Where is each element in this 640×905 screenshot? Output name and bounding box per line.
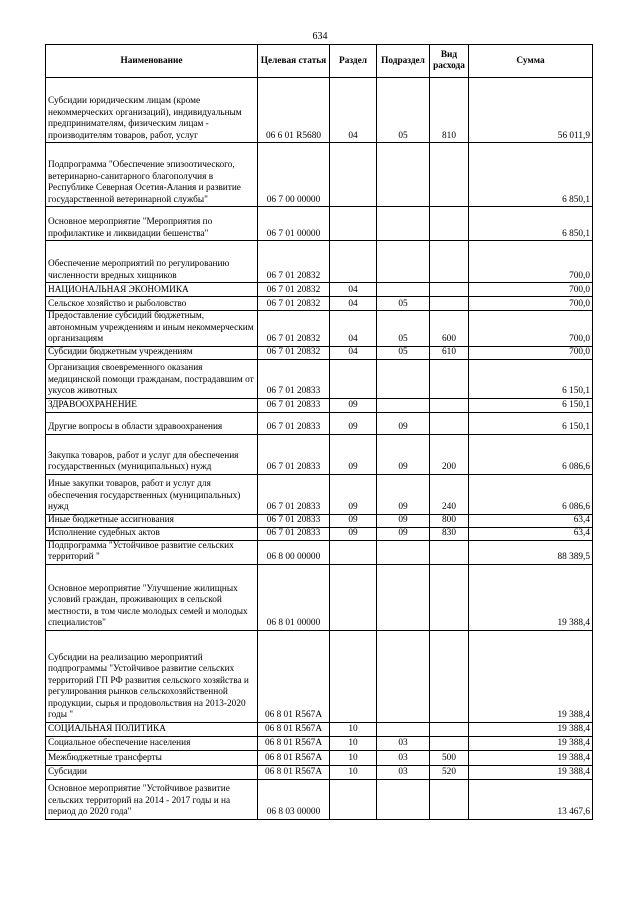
- cell-code: 06 7 01 20832: [258, 241, 330, 283]
- cell-type: [430, 540, 469, 564]
- cell-section: 04: [330, 297, 377, 311]
- table-row: [46, 564, 593, 630]
- cell-name: Субсидии на реализацию мероприятий подпрограммы "Устойчивое развитие сельских территорий ГП РФ развития сельского хозяйства и регулирования рынков сельскохозяйственной продукции, сырья и продовольствия на 2013-2020 годы ": [46, 630, 258, 722]
- cell-subsection: 09: [377, 527, 430, 540]
- cell-name: Организация своевременного оказания медицинской помощи гражданам, пострадавшим от укусов животных: [46, 359, 258, 398]
- header-section: Раздел: [330, 45, 377, 78]
- cell-type: [430, 564, 469, 630]
- cell-code: 06 7 01 00000: [258, 207, 330, 241]
- header-type: Вид расхода: [430, 45, 469, 78]
- table-row: [46, 722, 593, 736]
- table-row: [46, 434, 593, 474]
- cell-code: 06 7 01 20833: [258, 434, 330, 474]
- cell-sum: 700,0: [469, 311, 593, 347]
- cell-type: 500: [430, 750, 469, 765]
- table-row: [46, 540, 593, 564]
- cell-sum: 700,0: [469, 283, 593, 297]
- cell-type: 800: [430, 514, 469, 527]
- cell-code: 06 6 01 R5680: [258, 78, 330, 143]
- cell-sum: 88 389,5: [469, 540, 593, 564]
- cell-code: 06 8 03 00000: [258, 779, 330, 819]
- cell-type: 600: [430, 311, 469, 347]
- cell-type: [430, 722, 469, 736]
- table-row: [46, 143, 593, 207]
- header-name: Наименование: [46, 45, 258, 78]
- cell-name: Основное мероприятие "Устойчивое развитие сельских территорий на 2014 - 2017 годы и на период до 2020 года": [46, 779, 258, 819]
- cell-code: 06 8 01 R567A: [258, 630, 330, 722]
- cell-name: Обеспечение мероприятий по регулированию численности вредных хищников: [46, 241, 258, 283]
- cell-type: 200: [430, 434, 469, 474]
- cell-code: 06 7 01 20832: [258, 297, 330, 311]
- cell-sum: 63,4: [469, 514, 593, 527]
- cell-code: 06 7 01 20833: [258, 398, 330, 412]
- cell-type: 830: [430, 527, 469, 540]
- cell-type: [430, 359, 469, 398]
- cell-section: 09: [330, 434, 377, 474]
- header-subsection: Подраздел: [377, 45, 430, 78]
- cell-section: 10: [330, 765, 377, 779]
- cell-type: [430, 283, 469, 297]
- cell-code: 06 8 01 R567A: [258, 765, 330, 779]
- cell-section: [330, 241, 377, 283]
- cell-type: [430, 297, 469, 311]
- table-row: [46, 359, 593, 398]
- cell-type: [430, 143, 469, 207]
- cell-sum: 700,0: [469, 346, 593, 359]
- cell-subsection: 05: [377, 297, 430, 311]
- page-number: 634: [312, 31, 328, 42]
- table-row: [46, 241, 593, 283]
- cell-sum: 13 467,6: [469, 779, 593, 819]
- cell-section: 09: [330, 514, 377, 527]
- cell-type: [430, 736, 469, 750]
- cell-sum: 56 011,9: [469, 78, 593, 143]
- cell-name: Иные закупки товаров, работ и услуг для обеспечения государственных (муниципальных) нужд: [46, 474, 258, 514]
- cell-section: [330, 779, 377, 819]
- cell-type: [430, 779, 469, 819]
- cell-sum: 6 086,6: [469, 434, 593, 474]
- cell-sum: 19 388,4: [469, 630, 593, 722]
- cell-name: Другие вопросы в области здравоохранения: [46, 412, 258, 434]
- budget-table: [45, 44, 593, 820]
- cell-type: 240: [430, 474, 469, 514]
- cell-sum: 19 388,4: [469, 564, 593, 630]
- cell-name: Основное мероприятие "Улучшение жилищных условий граждан, проживающих в сельской местности, в том числе молодых семей и молодых специалистов": [46, 564, 258, 630]
- cell-section: 09: [330, 474, 377, 514]
- cell-type: [430, 630, 469, 722]
- cell-type: [430, 412, 469, 434]
- table-row: [46, 779, 593, 819]
- cell-subsection: 05: [377, 346, 430, 359]
- table-row: [46, 474, 593, 514]
- cell-name: ЗДРАВООХРАНЕНИЕ: [46, 398, 258, 412]
- cell-section: 09: [330, 398, 377, 412]
- cell-name: Субсидии юридическим лицам (кроме некоммерческих организаций), индивидуальным предпринимателям, физическим лицам - производителям товаров, работ, услуг: [46, 78, 258, 143]
- cell-section: 04: [330, 311, 377, 347]
- cell-subsection: [377, 241, 430, 283]
- cell-section: 04: [330, 78, 377, 143]
- cell-section: 10: [330, 750, 377, 765]
- cell-sum: 19 388,4: [469, 722, 593, 736]
- cell-sum: 19 388,4: [469, 736, 593, 750]
- table-row: [46, 412, 593, 434]
- cell-name: Социальное обеспечение населения: [46, 736, 258, 750]
- cell-section: 04: [330, 346, 377, 359]
- cell-subsection: [377, 283, 430, 297]
- cell-name: СОЦИАЛЬНАЯ ПОЛИТИКА: [46, 722, 258, 736]
- cell-subsection: 05: [377, 78, 430, 143]
- cell-section: [330, 359, 377, 398]
- cell-sum: 700,0: [469, 297, 593, 311]
- cell-subsection: 03: [377, 750, 430, 765]
- cell-name: Иные бюджетные ассигнования: [46, 514, 258, 527]
- cell-sum: 63,4: [469, 527, 593, 540]
- cell-name: Субсидии бюджетным учреждениям: [46, 346, 258, 359]
- cell-section: 09: [330, 527, 377, 540]
- cell-sum: 19 388,4: [469, 750, 593, 765]
- cell-name: Сельское хозяйство и рыболовство: [46, 297, 258, 311]
- cell-code: 06 7 00 00000: [258, 143, 330, 207]
- cell-subsection: 09: [377, 412, 430, 434]
- cell-code: 06 7 01 20832: [258, 346, 330, 359]
- cell-type: 520: [430, 765, 469, 779]
- cell-subsection: [377, 359, 430, 398]
- cell-subsection: [377, 722, 430, 736]
- cell-subsection: [377, 630, 430, 722]
- cell-name: Подпрограмма "Обеспечение эпизоотического, ветеринарно-санитарного благополучия в Республике Северная Осетия-Алания и развитие государственной ветеринарной службы": [46, 143, 258, 207]
- table-row: [46, 736, 593, 750]
- cell-subsection: 05: [377, 311, 430, 347]
- cell-name: Подпрограмма "Устойчивое развитие сельских территорий ": [46, 540, 258, 564]
- cell-sum: 6 150,1: [469, 359, 593, 398]
- cell-code: 06 7 01 20833: [258, 514, 330, 527]
- cell-section: [330, 207, 377, 241]
- cell-type: [430, 207, 469, 241]
- cell-section: 09: [330, 412, 377, 434]
- cell-subsection: 09: [377, 514, 430, 527]
- cell-code: 06 8 00 00000: [258, 540, 330, 564]
- table-row: [46, 78, 593, 143]
- cell-name: НАЦИОНАЛЬНАЯ ЭКОНОМИКА: [46, 283, 258, 297]
- table-row: [46, 398, 593, 412]
- cell-subsection: [377, 540, 430, 564]
- cell-subsection: 09: [377, 474, 430, 514]
- cell-name: Субсидии: [46, 765, 258, 779]
- cell-code: 06 7 01 20833: [258, 474, 330, 514]
- cell-section: [330, 143, 377, 207]
- cell-subsection: [377, 207, 430, 241]
- cell-sum: 6 150,1: [469, 398, 593, 412]
- cell-type: 810: [430, 78, 469, 143]
- cell-code: 06 8 01 R567A: [258, 750, 330, 765]
- cell-subsection: [377, 564, 430, 630]
- cell-sum: 6 850,1: [469, 207, 593, 241]
- table-row: [46, 514, 593, 527]
- cell-sum: 6 086,6: [469, 474, 593, 514]
- table-row: [46, 207, 593, 241]
- cell-subsection: 03: [377, 736, 430, 750]
- table-header-row: [46, 45, 593, 78]
- cell-section: [330, 564, 377, 630]
- header-sum: Сумма: [469, 45, 593, 78]
- cell-section: [330, 540, 377, 564]
- table-row: [46, 311, 593, 347]
- cell-code: 06 8 01 R567A: [258, 722, 330, 736]
- table-row: [46, 283, 593, 297]
- cell-section: 10: [330, 722, 377, 736]
- cell-code: 06 7 01 20832: [258, 283, 330, 297]
- cell-subsection: 03: [377, 765, 430, 779]
- cell-subsection: [377, 779, 430, 819]
- cell-name: Закупка товаров, работ и услуг для обеспечения государственных (муниципальных) нужд: [46, 434, 258, 474]
- cell-sum: 6 850,1: [469, 143, 593, 207]
- cell-type: [430, 398, 469, 412]
- table-row: [46, 750, 593, 765]
- cell-sum: 19 388,4: [469, 765, 593, 779]
- cell-code: 06 7 01 20833: [258, 527, 330, 540]
- cell-sum: 6 150,1: [469, 412, 593, 434]
- cell-name: Исполнение судебных актов: [46, 527, 258, 540]
- cell-subsection: [377, 398, 430, 412]
- table-row: [46, 630, 593, 722]
- cell-type: [430, 241, 469, 283]
- cell-code: 06 8 01 R567A: [258, 736, 330, 750]
- cell-code: 06 7 01 20833: [258, 412, 330, 434]
- cell-name: Межбюджетные трансферты: [46, 750, 258, 765]
- cell-section: [330, 630, 377, 722]
- table-row: [46, 765, 593, 779]
- cell-code: 06 7 01 20833: [258, 359, 330, 398]
- cell-code: 06 7 01 20832: [258, 311, 330, 347]
- table-row: [46, 297, 593, 311]
- table-row: [46, 346, 593, 359]
- cell-sum: 700,0: [469, 241, 593, 283]
- table-row: [46, 527, 593, 540]
- cell-type: 610: [430, 346, 469, 359]
- cell-section: 10: [330, 736, 377, 750]
- cell-code: 06 8 01 00000: [258, 564, 330, 630]
- cell-subsection: 09: [377, 434, 430, 474]
- cell-section: 04: [330, 283, 377, 297]
- cell-name: Предоставление субсидий бюджетным, автономным учреждениям и иным некоммерческим организациям: [46, 311, 258, 347]
- cell-subsection: [377, 143, 430, 207]
- header-code: Целевая статья: [258, 45, 330, 78]
- cell-name: Основное мероприятие "Мероприятия по профилактике и ликвидации бешенства": [46, 207, 258, 241]
